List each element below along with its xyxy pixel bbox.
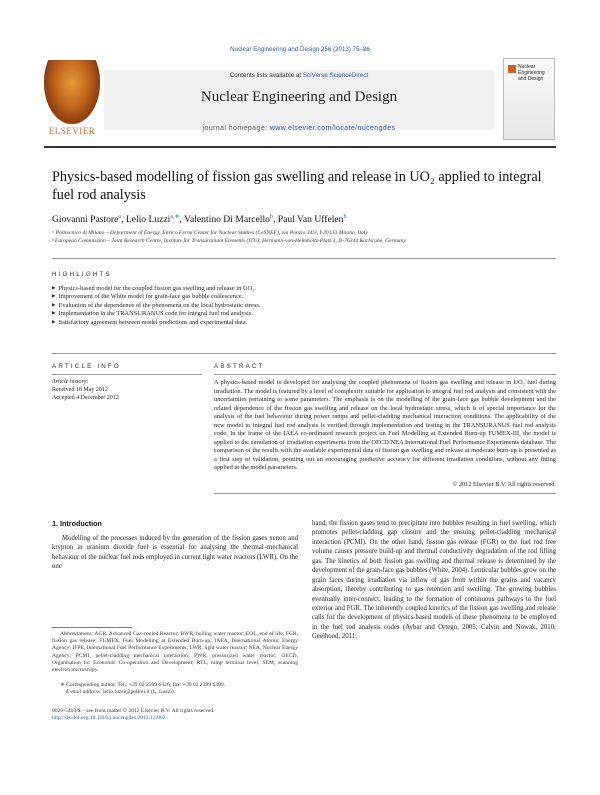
highlight-item: ▶ Evaluation of the dependence of the phenomena on the local hydrostatic stress. [52, 302, 552, 310]
article-info-divider [52, 374, 202, 375]
contents-line [104, 72, 494, 79]
highlight-item: ▶ Physics-based model for the coupled fission gas swelling and release in UO₂. [52, 285, 552, 293]
highlight-item: ▶ Implementation in the TRANSURANUS code for integral fuel rod analysis. [52, 310, 552, 318]
author-list: Giovanni Pastore$^a$, Lelio Luzzi$^{a,∗}$, Valentino Di Marcello$^b$, Paul Van Uffelen$^b$ [52, 214, 347, 226]
abstract-divider [214, 374, 556, 375]
email-footnote [52, 689, 298, 696]
issn-line: 0029-5493/$ – see front matter © 2012 Elsevier B.V. All rights reserved. [52, 708, 215, 714]
highlights-list [52, 285, 552, 327]
introduction-column-1: Modelling of the processes induced by the generation of the fission gases xenon and krypton in uranium dioxide fuel is essential for analysing the thermal–mechanical behaviour of the nuclear fuel rods employed in current light water reactors (LWR). On the one [52, 535, 298, 571]
corresponding-author-footnote: ∗ Corresponding author. Tel.: +39 02 2399 6326; fax: +39 02 2399 6309. [60, 682, 226, 688]
section-divider [52, 353, 556, 354]
introduction-column-2: hand, the fission gases tend to precipitate into bubbles resulting in fuel swelling, which promotes pellet-cladding gap closure and the ensuing pellet-cladding mechanical interaction (PCMI). On the other hand, fission gas release (FGR) to the fuel rod free volume causes pressure build-up and thermal conductivity degradation of the rod filling gas. The kinetics of both fission gas swelling and thermal release is determined by the development of the grain-face gas bubbles (White, 2004). Lenticular bubbles grow on the grain faces during irradiation via inflow of gas from within the grains and vacancy absorption, thereby contributing to gas retention and swelling. The growing bubbles eventually inter-connect, leading to the formation of continuous pathways to the fuel exterior and FGR. The inherently coupled kinetics of the fission gas swelling and release calls for the development of physics-based models of these phenomena to be employed in the fuel rod analysis codes (Aybar and Ortego, 2005; Calvin and Nowak, 2010; Geelhood, 2011; [312, 520, 556, 641]
cover-title: Nuclear Engineering and Design [518, 64, 545, 82]
cover-accent-icon [508, 65, 516, 73]
homepage-prefix: journal homepage: [202, 125, 270, 132]
email-label: E-mail address: [66, 689, 102, 695]
highlight-item: ▶ Satisfactory agreement between model predictions and experimental data. [52, 319, 552, 327]
accepted-date: Accepted 4 December 2012 [52, 395, 119, 401]
author-affil-marker: b [343, 214, 347, 220]
author-name[interactable]: Lelio Luzzi [125, 214, 171, 226]
email-address[interactable]: lelio.luzzi@polimi.it (L. Luzzi). [101, 689, 176, 695]
abstract-heading: ABSTRACT [214, 363, 265, 370]
header-divider [44, 146, 556, 148]
author-affil-marker: a [118, 214, 122, 220]
abbreviations-footnote: Abbreviations: AGR, Advanced Gas-cooled Reactor; BWR, boiling water reactor; EOL, end of life; FGR, fission gas release; FUMEX, Fuel Modelling at Extended Burn-up; IAEA, International Atomic Energy Agency; IFPE, International Fuel Performance Experiments; LWR, light water reactor; NEA, Nuclear Energy Agency; PCMI, pellet-cladding mechanical interaction; PWR, pressurized water reactor; OECD, Organisation for Economic Co-operation and Development; RTL, ramp terminal level; SEM, scanning electron microscopy. [52, 631, 298, 674]
highlight-item: ▶ Improvement of the White model for grain-face gas bubble coalescence. [52, 293, 552, 301]
section-divider [52, 258, 556, 259]
affiliation-a: ᵃ Politecnico di Milano – Department of Energy, Enrico Fermi Center for Nuclear Studies (CeSNEF), via Ponzio 34/3, I-20133 Milano, Italy [52, 230, 368, 236]
elsevier-logo [44, 60, 100, 140]
abstract-bottom-divider [214, 493, 556, 494]
copyright-notice: © 2012 Elsevier B.V. All rights reserved. [452, 481, 556, 488]
footnote-divider [52, 627, 132, 628]
elsevier-tree-icon [44, 60, 100, 124]
introduction-heading: 1. Introduction [52, 519, 102, 528]
author-name[interactable]: Valentino Di Marcello [184, 214, 270, 226]
author-name[interactable]: Paul Van Uffelen [277, 214, 344, 226]
journal-title: Nuclear Engineering and Design [200, 89, 398, 105]
journal-cover-thumbnail [503, 58, 555, 140]
journal-homepage [104, 125, 494, 132]
article-history [52, 378, 202, 402]
article-info-heading: ARTICLE INFO [52, 363, 121, 370]
contents-prefix: Contents lists available at [229, 72, 303, 79]
elsevier-logo-text: ELSEVIER [48, 126, 96, 136]
author-affil-marker: a,∗ [170, 214, 180, 220]
homepage-link[interactable]: www.elsevier.com/locate/nucengdes [269, 125, 396, 132]
paper-title: Physics-based modelling of fission gas swelling and release in UO₂ applied to integral fuel rod analysis [52, 169, 542, 203]
journal-reference: Nuclear Engineering and Design 256 (2013) 75–86 [230, 46, 370, 53]
author-affil-marker: b [269, 214, 273, 220]
abstract-body: A physics-based model is developed for analysing the coupled phenomena of fission gas swelling and release in UO₂ fuel during irradiation. The model is featured by a level of complexity suitable for application to integral fuel rod analysis and consistent with the uncertainties pertaining to some parameters. The emphasis is on the modelling of the grain-face gas bubble development and the related dependence of the fission gas swelling and release on the local hydrostatic stress, which is of special importance for the analysis of the fuel behaviour during power ramps and pellet-cladding mechanical interaction conditions. The applicability of the new model to integral fuel rod analysis is verified through implementation and testing in the TRANSURANUS fuel rod analysis code. In the frame of the IAEA co-ordinated research project on Fuel Modelling at Extended Burn-up FUMEX-III, the model is applied to the simulation of irradiation experiments from the OECD/NEA International Fuel Performance Experiments database. The comparison of the results with the available experimental data of fission gas swelling and release at moderate burn-up is presented as a first step of validation, pointing out an encouraging predictive accuracy for different irradiation conditions, without any fitting applied to the model parameters. [214, 379, 556, 471]
doi-link[interactable]: http://dx.doi.org/10.1016/j.nucengdes.2012.12.002 [52, 715, 166, 721]
history-label: Article history: [52, 379, 89, 385]
received-date: Received 18 May 2012 [52, 387, 108, 393]
author-name[interactable]: Giovanni Pastore [52, 214, 119, 226]
affiliation-b: ᵇ European Commission – Joint Research Centre, Institute for Transuranium Elements (ITU), Hermann-von-Helmholtz-Platz 1, D-76344 Karlsruhe, Germany [52, 238, 406, 244]
sciencedirect-link[interactable]: SciVerse ScienceDirect [302, 72, 369, 79]
highlights-heading: HIGHLIGHTS [52, 271, 112, 278]
